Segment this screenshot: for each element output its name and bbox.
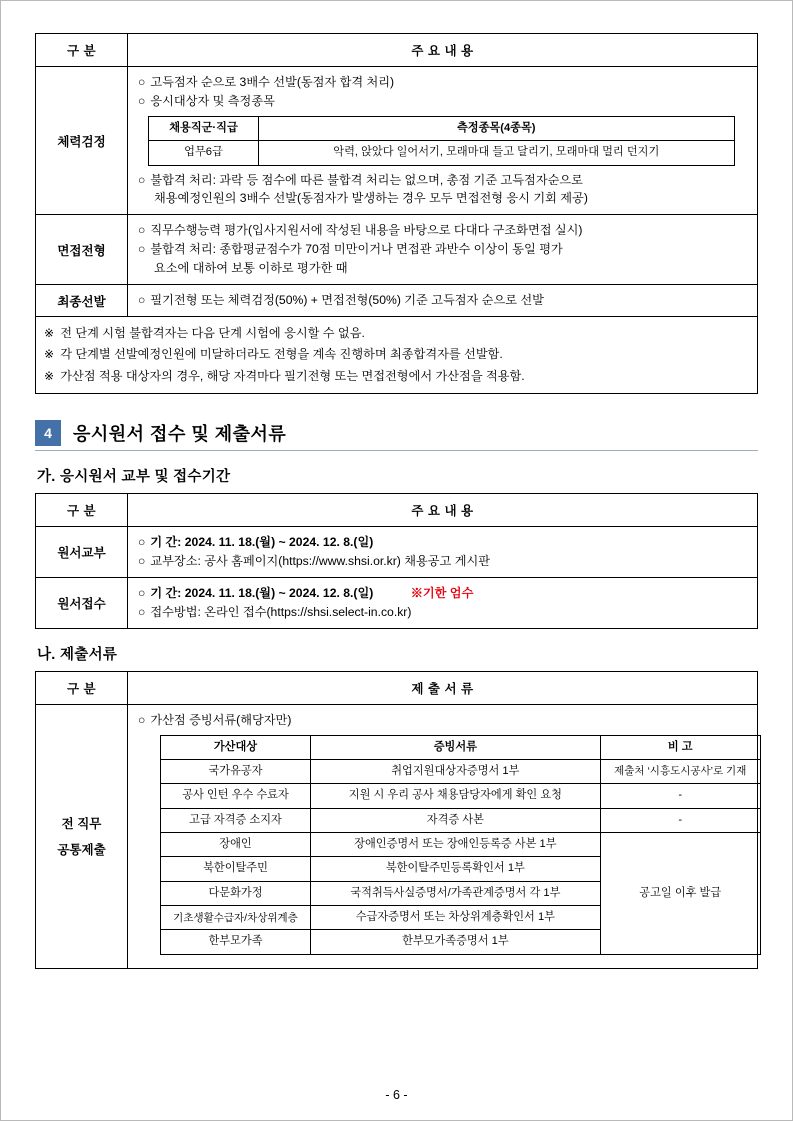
- list-item-continuation: 채용예정인원의 3배수 선발(동점자가 발생하는 경우 모두 면접전형 응시 기회 제공): [154, 191, 588, 206]
- circle-bullet-icon: ○: [138, 75, 146, 89]
- row-content-common-submission: [128, 704, 758, 968]
- list-item-label: 불합격 처리: 종합평균점수가 70점 미만이거나 면접관 과반수 이상이 동일 평가: [150, 242, 563, 257]
- list-item: [138, 240, 749, 259]
- list-item: [138, 221, 749, 240]
- row-content-fitness: [128, 67, 758, 215]
- col-header-category: 구 분: [36, 34, 128, 67]
- target-cell: 국가유공자: [161, 759, 311, 783]
- proof-cell: 북한이탈주민등록확인서 1부: [311, 857, 601, 881]
- circle-bullet-icon: ○: [138, 604, 146, 619]
- list-item: [138, 533, 749, 552]
- section-divider: [35, 450, 758, 451]
- circle-bullet-icon: ○: [138, 535, 146, 549]
- proof-cell: 자격증 사본: [311, 808, 601, 832]
- proof-cell: 국적취득사실증명서/가족관계증명서 각 1부: [311, 881, 601, 905]
- note-item: [44, 323, 751, 344]
- inner-col-header-events: 측정종목(4종목): [259, 116, 735, 140]
- inner-table-row: [149, 141, 735, 165]
- proof-cell: 한부모가족증명서 1부: [311, 930, 601, 954]
- col-header-category: 구 분: [36, 671, 128, 704]
- circle-bullet-icon: ○: [138, 585, 146, 600]
- table-header-row: [36, 34, 758, 67]
- distribution-place-label: 교부장소: 공사 홈페이지(https://www.shsi.or.kr) 채용공고 게시판: [150, 553, 491, 568]
- inner-col-header-proof: 증빙서류: [311, 735, 601, 759]
- inner-header-row: [161, 735, 761, 759]
- list-item-label: 응시대상자 및 측정종목: [150, 93, 275, 108]
- list-item: [138, 603, 749, 622]
- table-notes-row: [36, 316, 758, 393]
- inner-table-row: [161, 784, 761, 808]
- inner-col-header-remark: 비 고: [600, 735, 760, 759]
- notes-block: [36, 316, 758, 393]
- bonus-point-documents-label: 가산점 증빙서류(해당자만): [150, 712, 292, 727]
- submission-documents-table: [35, 671, 758, 969]
- table-row: [36, 215, 758, 285]
- list-item: [138, 711, 751, 730]
- remark-cell: -: [600, 784, 760, 808]
- inner-col-header-target: 가산대상: [161, 735, 311, 759]
- target-cell: 다문화가정: [161, 881, 311, 905]
- table-row: [36, 67, 758, 215]
- period-label: 기 간:: [150, 585, 182, 600]
- target-cell: 고급 자격증 소지자: [161, 808, 311, 832]
- table-row: [36, 285, 758, 317]
- circle-bullet-icon: ○: [138, 93, 146, 108]
- table-row: [36, 704, 758, 968]
- list-item: [138, 171, 749, 190]
- period-value: 2024. 11. 18.(월) ~ 2024. 12. 8.(일): [184, 535, 374, 549]
- col-header-content: 주 요 내 용: [128, 494, 758, 527]
- table-row: [36, 577, 758, 628]
- section-number-badge: 4: [35, 420, 61, 446]
- note-label: 각 단계별 선발예정인원에 미달하더라도 전형을 계속 진행하며 최종합격자를 선발함.: [60, 347, 503, 362]
- row-category-form-reception: 원서접수: [36, 577, 128, 628]
- reference-mark-icon: ※: [44, 368, 55, 383]
- reference-mark-icon: ※: [44, 347, 55, 362]
- category-line-1: 전 직무: [61, 817, 102, 832]
- row-category-final: 최종선발: [36, 285, 128, 317]
- inner-table-row: [161, 759, 761, 783]
- row-category-form-distribution: 원서교부: [36, 527, 128, 578]
- list-item: [138, 291, 749, 310]
- target-cell: 한부모가족: [161, 930, 311, 954]
- remark-cell: -: [600, 808, 760, 832]
- proof-cell: 지원 시 우리 공사 채용담당자에게 확인 요청: [311, 784, 601, 808]
- remark-cell: 제출처 ‘시흥도시공사’로 기재: [600, 759, 760, 783]
- table-row: [36, 527, 758, 578]
- deadline-warning-label: ※기한 엄수: [410, 585, 474, 600]
- row-content-form-distribution: [128, 527, 758, 578]
- circle-bullet-icon: ○: [138, 293, 146, 308]
- circle-bullet-icon: ○: [138, 172, 146, 187]
- list-item: [138, 552, 749, 571]
- inner-cell-events: 악력, 앉았다 일어서기, 모래마대 들고 달리기, 모래마대 멀리 던지기: [259, 141, 735, 165]
- note-label: 가산점 적용 대상자의 경우, 해당 자격마다 필기전형 또는 면접전형에서 가산점을 적용함.: [60, 368, 525, 383]
- proof-cell: 취업지원대상자증명서 1부: [311, 759, 601, 783]
- list-item-label: 필기전형 또는 체력검정(50%) + 면접전형(50%) 기준 고득점자 순으로 선발: [150, 293, 544, 308]
- list-item: [138, 584, 749, 603]
- fitness-event-table: [148, 116, 735, 166]
- target-cell: 기초생활수급자/차상위계층: [161, 906, 311, 930]
- section-title: 응시원서 접수 및 제출서류: [73, 424, 287, 444]
- list-item-label: 직무수행능력 평가(입사지원서에 작성된 내용을 바탕으로 다대다 구조화면접 실시): [150, 223, 583, 238]
- subsection-title-a: 가. 응시원서 교부 및 접수기간: [37, 469, 231, 485]
- row-category-interview: 면접전형: [36, 215, 128, 285]
- row-content-final: [128, 285, 758, 317]
- note-item: [44, 344, 751, 365]
- page-number: - 6 -: [385, 1088, 408, 1102]
- proof-cell: 장애인증명서 또는 장애인등록증 사본 1부: [311, 832, 601, 856]
- table-header-row: [36, 671, 758, 704]
- inner-table-row: [161, 808, 761, 832]
- remark-cell-merged: 공고일 이후 발급: [600, 832, 760, 954]
- list-item: [138, 92, 749, 111]
- reception-method-label: 접수방법: 온라인 접수(https://shsi.select-in.co.kr): [150, 604, 412, 619]
- target-cell: 공사 인턴 우수 수료자: [161, 784, 311, 808]
- list-item: [138, 73, 749, 92]
- target-cell: 장애인: [161, 832, 311, 856]
- row-category-common-submission: [36, 704, 128, 968]
- proof-cell: 수급자증명서 또는 차상위계층확인서 1부: [311, 906, 601, 930]
- subsection-title-b: 나. 제출서류: [37, 646, 118, 663]
- inner-col-header-job: 채용직군·직급: [149, 116, 259, 140]
- col-header-documents: 제 출 서 류: [128, 671, 758, 704]
- list-item-label: 고득점자 순으로 3배수 선발(동점자 합격 처리): [150, 75, 395, 89]
- circle-bullet-icon: ○: [138, 712, 146, 727]
- inner-cell-job: 업무6급: [149, 141, 259, 165]
- period-value: 2024. 11. 18.(월) ~ 2024. 12. 8.(일): [184, 585, 374, 600]
- circle-bullet-icon: ○: [138, 223, 146, 238]
- list-item-label: 불합격 처리: 과락 등 점수에 따른 불합격 처리는 없으며, 총점 기준 고득점자순으로: [150, 172, 583, 187]
- note-label: 전 단계 시험 불합격자는 다음 단계 시험에 응시할 수 없음.: [60, 325, 365, 340]
- row-category-fitness: 체력검정: [36, 67, 128, 215]
- bonus-point-documents-table: [160, 735, 761, 955]
- col-header-content: 주 요 내 용: [128, 34, 758, 67]
- section-heading: [35, 420, 758, 446]
- category-line-2: 공통제출: [57, 843, 106, 858]
- inner-table-row: [161, 832, 761, 856]
- circle-bullet-icon: ○: [138, 553, 146, 568]
- inner-header-row: [149, 116, 735, 140]
- target-cell: 북한이탈주민: [161, 857, 311, 881]
- table-header-row: [36, 494, 758, 527]
- list-item-continuation: 요소에 대하여 보통 이하로 평가한 때: [154, 261, 348, 276]
- note-item: [44, 366, 751, 387]
- selection-criteria-table: [35, 33, 758, 394]
- application-period-table: [35, 493, 758, 629]
- row-content-interview: [128, 215, 758, 285]
- period-label: 기 간:: [150, 535, 182, 549]
- reference-mark-icon: ※: [44, 325, 55, 340]
- row-content-form-reception: [128, 577, 758, 628]
- circle-bullet-icon: ○: [138, 242, 146, 257]
- col-header-category: 구 분: [36, 494, 128, 527]
